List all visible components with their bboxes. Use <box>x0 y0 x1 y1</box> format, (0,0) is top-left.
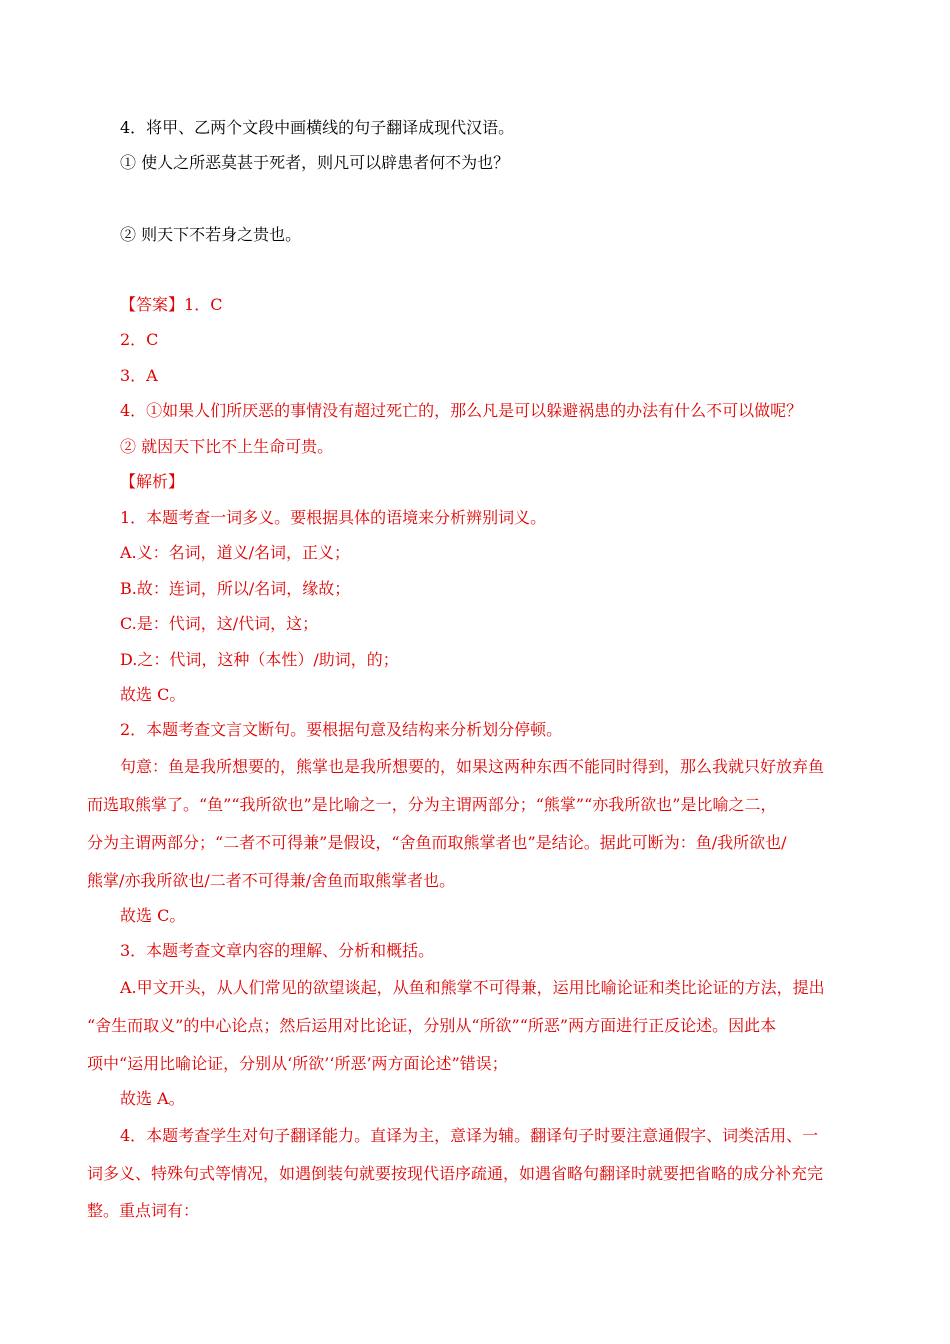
question4-item2: ② 则天下不若身之贵也。 <box>120 225 302 244</box>
answer-4-1: 4．①如果人们所厌恶的事情没有超过死亡的，那么凡是可以躲避祸患的办法有什么不可以做呢？ <box>120 401 803 420</box>
analysis-3-line-3: 项中“运用比喻论证，分别从‘所欲’‘所恶’两方面论述”错误； <box>87 1054 508 1073</box>
analysis-1-choice: 故选 C。 <box>120 685 186 704</box>
analysis-2-line-3: 分为主谓两部分；“二者不可得兼”是假设，“舍鱼而取熊掌者也”是结论。据此可断为：鱼/我所欲也/ <box>87 833 787 852</box>
analysis-4-line-2: 词多义、特殊句式等情况，如遇倒装句就要按现代语序疏通，如遇省略句翻译时就要把省略的成分补充完 <box>87 1164 824 1183</box>
answer-1: 1．C <box>184 295 223 314</box>
analysis-2-line-1: 句意：鱼是我所想要的，熊掌也是我所想要的，如果这两种东西不能同时得到，那么我就只好放弃鱼 <box>120 757 825 776</box>
analysis-1-option-b: B.故：连词，所以/名词，缘故； <box>120 579 351 598</box>
answer-line-1 <box>120 295 222 315</box>
answer-2: 2．C <box>120 330 159 349</box>
question4-item1: ① 使人之所恶莫甚于死者，则凡可以辟患者何不为也？ <box>120 153 510 172</box>
analysis-3-intro: 3．本题考查文章内容的理解、分析和概括。 <box>120 941 435 960</box>
answer-4-2: ② 就因天下比不上生命可贵。 <box>120 437 334 456</box>
analysis-3-line-2: “舍生而取义”的中心论点；然后运用对比论证，分别从“所欲”“所恶”两方面进行正反论述。因此本 <box>87 1016 777 1035</box>
analysis-1-option-d: D.之：代词，这种（本性）/助词，的； <box>120 650 399 669</box>
answer-heading: 【答案】 <box>120 295 185 314</box>
analysis-1-option-c: C.是：代词，这/代词，这； <box>120 614 319 633</box>
analysis-2-line-4: 熊掌/亦我所欲也/二者不可得兼/舍鱼而取熊掌者也。 <box>87 871 456 890</box>
analysis-3-line-1: A.甲文开头，从人们常见的欲望谈起，从鱼和熊掌不可得兼，运用比喻论证和类比论证的方法，提出 <box>120 978 825 997</box>
analysis-2-intro: 2．本题考查文言文断句。要根据句意及结构来分析划分停顿。 <box>120 720 563 739</box>
answer-3: 3．A <box>120 366 158 385</box>
analysis-1-option-a: A.义：名词，道义/名词，正义； <box>120 543 351 562</box>
analysis-4-line-3: 整。重点词有： <box>87 1201 200 1220</box>
analysis-1-intro: 1．本题考查一词多义。要根据具体的语境来分析辨别词义。 <box>120 508 547 527</box>
analysis-2-line-2: 而选取熊掌了。“鱼”“我所欲也”是比喻之一，分为主谓两部分；“熊掌”“亦我所欲也”是比喻之二， <box>87 795 777 814</box>
analysis-heading: 【解析】 <box>120 472 185 491</box>
analysis-2-choice: 故选 C。 <box>120 906 186 925</box>
analysis-4-line-1: 4．本题考查学生对句子翻译能力。直译为主，意译为辅。翻译句子时要注意通假字、词类活用、一 <box>120 1126 819 1145</box>
question4-prompt: 4．将甲、乙两个文段中画横线的句子翻译成现代汉语。 <box>120 118 515 137</box>
analysis-3-choice: 故选 A。 <box>120 1089 185 1108</box>
